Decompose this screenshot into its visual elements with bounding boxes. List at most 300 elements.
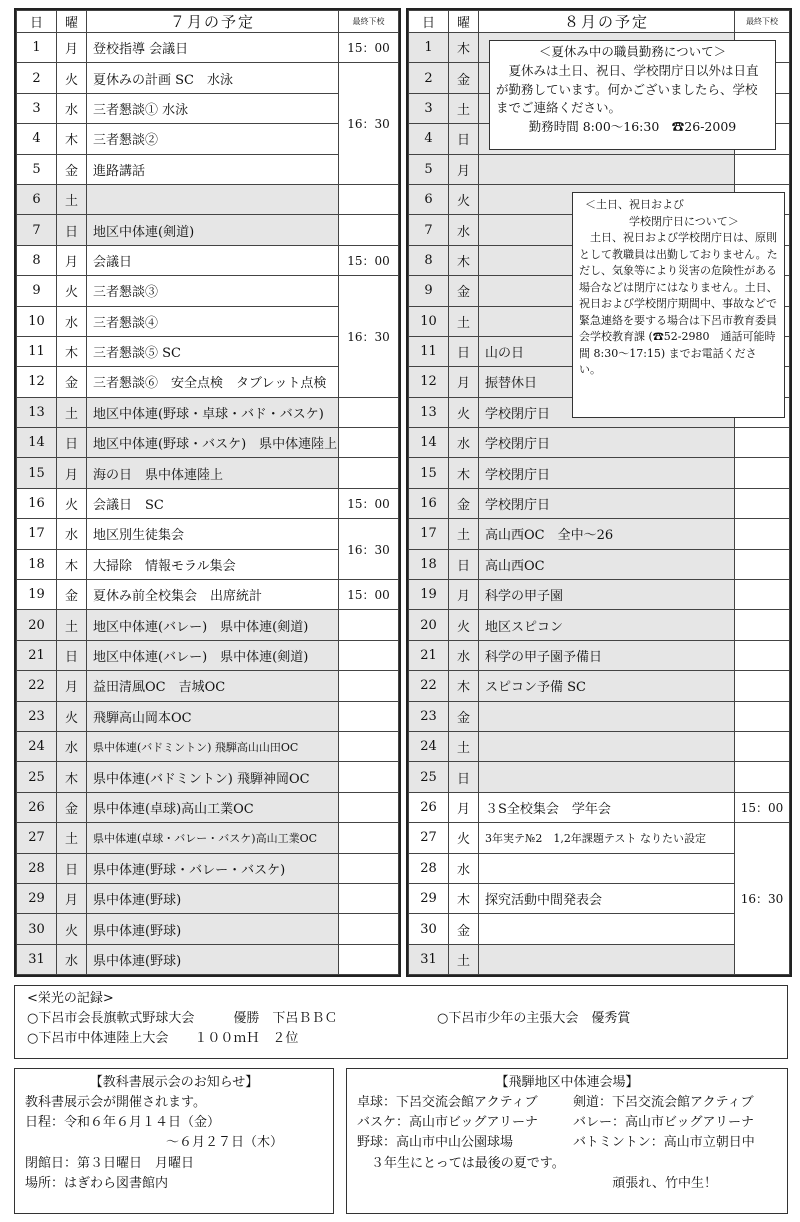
dismissal-time-cell [339, 792, 399, 822]
table-row [409, 914, 790, 944]
venue-item: バスケ：高山市ビッグアリーナ [357, 1115, 538, 1131]
dismissal-time-cell [735, 519, 790, 549]
date-cell: 4 [17, 124, 57, 154]
weekday-cell: 木 [449, 671, 479, 701]
date-cell: 29 [17, 883, 57, 913]
dismissal-time-cell: 16：30 [339, 276, 399, 398]
dismissal-time-cell [339, 610, 399, 640]
date-cell: 24 [17, 731, 57, 761]
last-dismissal-header: 最終下校 [735, 11, 790, 33]
event-cell: 三者懇談① 水泳 [87, 93, 339, 123]
venue-message: ３年生にとっては最後の夏です。 [371, 1155, 565, 1171]
venue-item: バレー：高山市ビッグアリーナ [573, 1115, 754, 1131]
dismissal-time-cell [339, 640, 399, 670]
table-row [409, 640, 790, 670]
weekday-header: 曜 [449, 11, 479, 33]
date-cell: 7 [409, 215, 449, 245]
honor-title: <栄光の記録> [27, 991, 114, 1006]
date-cell: 23 [409, 701, 449, 731]
event-cell: 高山西OC [479, 549, 735, 579]
dismissal-time-cell [735, 640, 790, 670]
dismissal-time-cell [339, 458, 399, 488]
weekday-cell: 木 [449, 33, 479, 63]
date-cell: 5 [409, 154, 449, 184]
event-cell: 進路講話 [87, 154, 339, 184]
weekday-cell: 金 [449, 914, 479, 944]
honor-item: ○下呂市会長旗軟式野球大会 優勝 下呂ＢＢＣ [27, 1011, 338, 1027]
weekday-header: 曜 [57, 11, 87, 33]
dismissal-time-cell [735, 671, 790, 701]
july-calendar [14, 8, 401, 977]
dismissal-time-cell [339, 914, 399, 944]
event-cell: 探究活動中間発表会 [479, 883, 735, 913]
weekday-cell: 水 [449, 853, 479, 883]
dismissal-time-cell [339, 397, 399, 427]
date-cell: 14 [17, 428, 57, 458]
event-cell: 科学の甲子園予備日 [479, 640, 735, 670]
weekday-cell: 金 [449, 488, 479, 518]
event-cell: 地区中体連(バレー) 県中体連(剣道) [87, 610, 339, 640]
dismissal-time-cell [735, 488, 790, 518]
weekday-cell: 水 [57, 93, 87, 123]
event-cell: 会議日 [87, 245, 339, 275]
weekday-cell: 金 [57, 792, 87, 822]
textbook-line: 場所：はぎわら図書館内 [25, 1175, 169, 1191]
date-cell: 6 [409, 184, 449, 214]
date-cell: 14 [409, 428, 449, 458]
weekday-cell: 月 [449, 367, 479, 397]
weekday-cell: 月 [449, 580, 479, 610]
event-cell [479, 914, 735, 944]
date-cell: 2 [409, 63, 449, 93]
date-cell: 24 [409, 731, 449, 761]
textbook-title: 【教科書展示会のお知らせ】 [89, 1075, 259, 1090]
weekday-cell: 土 [449, 93, 479, 123]
venue-item: バトミントン：高山市立朝日中 [573, 1135, 755, 1151]
table-row [17, 914, 399, 944]
date-cell: 20 [409, 610, 449, 640]
date-cell: 3 [409, 93, 449, 123]
dismissal-time-cell [735, 731, 790, 761]
date-cell: 13 [409, 397, 449, 427]
weekday-cell: 水 [57, 944, 87, 974]
date-cell: 1 [17, 33, 57, 63]
date-cell: 29 [409, 883, 449, 913]
event-cell: 地区中体連(野球・バスケ) 県中体連陸上 [87, 428, 339, 458]
weekday-cell: 木 [57, 549, 87, 579]
date-cell: 11 [409, 336, 449, 366]
weekday-cell: 金 [449, 701, 479, 731]
event-cell [87, 184, 339, 214]
date-cell: 2 [17, 63, 57, 93]
textbook-line: ～６月２７日（木） [165, 1135, 283, 1151]
weekday-cell: 日 [57, 640, 87, 670]
event-cell [479, 154, 735, 184]
date-cell: 16 [17, 488, 57, 518]
venue-panel [346, 1068, 788, 1214]
weekday-cell: 火 [57, 276, 87, 306]
date-cell: 13 [17, 397, 57, 427]
venue-item: 野球：高山市中山公園球場 [357, 1135, 514, 1151]
july-rows [17, 33, 399, 975]
weekday-cell: 水 [57, 306, 87, 336]
weekday-cell: 土 [57, 823, 87, 853]
event-cell: 地区中体連(野球・卓球・バド・バスケ) [87, 397, 339, 427]
dismissal-time-cell [339, 944, 399, 974]
date-cell: 17 [409, 519, 449, 549]
table-row [409, 671, 790, 701]
date-cell: 15 [17, 458, 57, 488]
date-cell: 7 [17, 215, 57, 245]
weekday-cell: 日 [449, 762, 479, 792]
weekday-cell: 日 [57, 428, 87, 458]
weekday-cell: 金 [57, 367, 87, 397]
event-cell: 三者懇談③ [87, 276, 339, 306]
event-cell: 県中体連(卓球・バレー・バスケ)高山工業OC [87, 823, 339, 853]
date-cell: 21 [409, 640, 449, 670]
date-cell: 1 [409, 33, 449, 63]
date-cell: 27 [17, 823, 57, 853]
weekday-cell: 水 [449, 428, 479, 458]
event-cell [479, 853, 735, 883]
weekday-cell: 金 [57, 580, 87, 610]
event-cell: スピコン予備 SC [479, 671, 735, 701]
table-row [17, 519, 399, 549]
date-cell: 25 [409, 762, 449, 792]
weekday-cell: 火 [57, 488, 87, 518]
date-cell: 31 [17, 944, 57, 974]
weekday-cell: 火 [449, 184, 479, 214]
weekday-cell: 月 [449, 154, 479, 184]
dismissal-time-cell: 16：30 [735, 823, 790, 975]
weekday-cell: 木 [57, 124, 87, 154]
table-row [409, 823, 790, 853]
dismissal-time-cell [339, 823, 399, 853]
date-cell: 19 [17, 580, 57, 610]
dismissal-time-cell [735, 701, 790, 731]
table-row [409, 549, 790, 579]
date-cell: 16 [409, 488, 449, 518]
dismissal-time-cell [735, 458, 790, 488]
date-cell: 9 [17, 276, 57, 306]
date-cell: 19 [409, 580, 449, 610]
event-cell: 三者懇談④ [87, 306, 339, 336]
table-row [17, 792, 399, 822]
table-row [17, 63, 399, 93]
august-rows [409, 33, 790, 975]
date-cell: 22 [409, 671, 449, 701]
weekday-cell: 火 [449, 610, 479, 640]
weekday-cell: 月 [57, 883, 87, 913]
date-cell: 28 [409, 853, 449, 883]
event-cell: 益田清風OC 吉城OC [87, 671, 339, 701]
table-row [17, 33, 399, 63]
dismissal-time-cell [735, 580, 790, 610]
textbook-line: 閉館日：第３日曜日 月曜日 [25, 1155, 195, 1171]
table-row [409, 853, 790, 883]
event-cell: 県中体連(野球・バレー・バスケ) [87, 853, 339, 883]
date-cell: 22 [17, 671, 57, 701]
date-cell: 5 [17, 154, 57, 184]
weekday-cell: 水 [57, 731, 87, 761]
weekday-cell: 月 [57, 245, 87, 275]
holiday-notice-heading-2: 学校閉庁日について＞ [629, 214, 739, 228]
honor-record-panel [14, 985, 788, 1059]
weekday-cell: 火 [57, 701, 87, 731]
table-row [17, 701, 399, 731]
event-cell [479, 731, 735, 761]
event-cell: 大掃除 情報モラル集会 [87, 549, 339, 579]
weekday-cell: 月 [449, 792, 479, 822]
date-cell: 18 [409, 549, 449, 579]
dismissal-time-cell [339, 883, 399, 913]
last-dismissal-header: 最終下校 [339, 11, 399, 33]
date-cell: 11 [17, 336, 57, 366]
event-cell: 県中体連(野球) [87, 914, 339, 944]
weekday-cell: 火 [57, 914, 87, 944]
event-cell: 振替休日 [479, 367, 735, 397]
table-row [409, 610, 790, 640]
event-cell: 学校閉庁日 [479, 488, 735, 518]
july-title: ７月の予定 [87, 11, 339, 33]
event-cell: 県中体連(野球) [87, 944, 339, 974]
date-cell: 8 [17, 245, 57, 275]
table-row [17, 671, 399, 701]
venue-title: 【飛騨地区中体連会場】 [495, 1075, 639, 1090]
date-cell: 12 [17, 367, 57, 397]
table-row [17, 762, 399, 792]
weekday-cell: 火 [57, 63, 87, 93]
holiday-notice-heading-1: ＜土日、祝日および [585, 198, 684, 211]
date-cell: 10 [409, 306, 449, 336]
table-row [17, 731, 399, 761]
date-cell: 15 [409, 458, 449, 488]
table-row [409, 731, 790, 761]
august-table [408, 10, 790, 975]
dismissal-time-cell [735, 154, 790, 184]
event-cell: 県中体連(卓球)高山工業OC [87, 792, 339, 822]
event-cell: 海の日 県中体連陸上 [87, 458, 339, 488]
date-cell: 21 [17, 640, 57, 670]
table-row [17, 276, 399, 306]
weekday-cell: 金 [449, 276, 479, 306]
table-row [17, 215, 399, 245]
date-cell: 25 [17, 762, 57, 792]
dismissal-time-cell: 15：00 [339, 488, 399, 518]
date-cell: 4 [409, 124, 449, 154]
table-row [17, 245, 399, 275]
day-header: 日 [409, 11, 449, 33]
table-row [409, 792, 790, 822]
venue-row [357, 1133, 777, 1153]
dismissal-time-cell: 15：00 [339, 33, 399, 63]
date-cell: 18 [17, 549, 57, 579]
venue-cheer: 頑張れ、竹中生！ [612, 1175, 717, 1191]
date-cell: 10 [17, 306, 57, 336]
date-cell: 30 [409, 914, 449, 944]
date-cell: 30 [17, 914, 57, 944]
dismissal-time-cell [735, 549, 790, 579]
august-header-row [409, 11, 790, 33]
weekday-cell: 日 [57, 215, 87, 245]
table-row [17, 458, 399, 488]
weekday-cell: 水 [449, 640, 479, 670]
table-row [17, 488, 399, 518]
event-cell: 三者懇談⑤ SC [87, 336, 339, 366]
event-cell: 夏休み前全校集会 出席統計 [87, 580, 339, 610]
july-header-row [17, 11, 399, 33]
dismissal-time-cell [735, 610, 790, 640]
table-row [409, 701, 790, 731]
august-calendar [406, 8, 792, 977]
event-cell: 地区別生徒集会 [87, 519, 339, 549]
weekday-cell: 木 [57, 336, 87, 366]
event-cell [479, 701, 735, 731]
event-cell: 科学の甲子園 [479, 580, 735, 610]
dismissal-time-cell [339, 428, 399, 458]
weekday-cell: 日 [57, 853, 87, 883]
weekday-cell: 木 [57, 762, 87, 792]
event-cell: 三者懇談② [87, 124, 339, 154]
weekday-cell: 月 [57, 458, 87, 488]
weekday-cell: 日 [449, 336, 479, 366]
weekday-cell: 木 [449, 245, 479, 275]
event-cell: 飛騨高山岡本OC [87, 701, 339, 731]
table-row [17, 184, 399, 214]
textbook-line: 教科書展示会が開催されます。 [25, 1095, 206, 1111]
dismissal-time-cell: 15：00 [339, 580, 399, 610]
table-row [409, 944, 790, 974]
event-cell: 山の日 [479, 336, 735, 366]
dismissal-time-cell [339, 215, 399, 245]
textbook-exhibition-panel [14, 1068, 334, 1214]
weekday-cell: 月 [57, 33, 87, 63]
venue-row [357, 1093, 777, 1113]
date-cell: 3 [17, 93, 57, 123]
weekday-cell: 金 [449, 63, 479, 93]
weekday-cell: 日 [449, 549, 479, 579]
holiday-notice [572, 192, 785, 418]
event-cell: 三者懇談⑥ 安全点検 タブレット点検 [87, 367, 339, 397]
venue-item: 剣道：下呂交流会館アクティブ [573, 1095, 754, 1111]
weekday-cell: 土 [449, 944, 479, 974]
dismissal-time-cell: 16：30 [339, 519, 399, 580]
event-cell: 県中体連(バドミントン) 飛騨高山山田OC [87, 731, 339, 761]
weekday-cell: 土 [449, 731, 479, 761]
dismissal-time-cell [339, 731, 399, 761]
table-row [409, 519, 790, 549]
event-cell: 地区中体連(剣道) [87, 215, 339, 245]
date-cell: 12 [409, 367, 449, 397]
table-row [17, 883, 399, 913]
date-cell: 23 [17, 701, 57, 731]
event-cell: 夏休みの計画 SC 水泳 [87, 63, 339, 93]
table-row [409, 762, 790, 792]
table-row [17, 853, 399, 883]
event-cell: 会議日 SC [87, 488, 339, 518]
weekday-cell: 土 [449, 306, 479, 336]
date-cell: 28 [17, 853, 57, 883]
event-cell: 学校閉庁日 [479, 397, 735, 427]
venue-item: 卓球：下呂交流会館アクティブ [357, 1095, 538, 1111]
weekday-cell: 土 [57, 397, 87, 427]
weekday-cell: 木 [449, 883, 479, 913]
table-row [409, 883, 790, 913]
weekday-cell: 土 [57, 184, 87, 214]
weekday-cell: 火 [449, 397, 479, 427]
dismissal-time-cell: 16：30 [339, 63, 399, 185]
weekday-cell: 水 [57, 519, 87, 549]
event-cell: 地区中体連(バレー) 県中体連(剣道) [87, 640, 339, 670]
date-cell: 26 [409, 792, 449, 822]
staff-duty-notice [489, 40, 776, 150]
event-cell: 登校指導 会議日 [87, 33, 339, 63]
august-title: ８月の予定 [479, 11, 735, 33]
holiday-notice-body: 土日、祝日および学校閉庁日は、原則として教職員は出勤しておりません。ただし、気象等により災害の危険性がある場合などは閉庁にはなりません。土日、祝日および学校閉庁期間中、事故などで緊急連絡を要する場合は下呂市教育委員会学校教育課 (☎52-2980 通話可能時間 8:30～17:15) までお電話ください。 [579, 231, 778, 376]
date-cell: 6 [17, 184, 57, 214]
weekday-cell: 月 [57, 671, 87, 701]
event-cell: 県中体連(野球) [87, 883, 339, 913]
dismissal-time-cell: 15：00 [339, 245, 399, 275]
weekday-cell: 木 [449, 458, 479, 488]
dismissal-time-cell [339, 701, 399, 731]
day-header: 日 [17, 11, 57, 33]
dismissal-time-cell [339, 853, 399, 883]
event-cell: 高山西OC 全中～26 [479, 519, 735, 549]
dismissal-time-cell [339, 762, 399, 792]
dismissal-time-cell [339, 184, 399, 214]
honor-item: ○下呂市中体連陸上大会 １００ｍＨ ２位 [27, 1031, 299, 1047]
table-row [17, 397, 399, 427]
weekday-cell: 土 [57, 610, 87, 640]
weekday-cell: 土 [449, 519, 479, 549]
event-cell: 3年実テ№2 1,2年課題テスト なりたい設定 [479, 823, 735, 853]
table-row [17, 610, 399, 640]
staff-notice-hours: 勤務時間 8:00～16:30 ☎26-2009 [528, 119, 737, 134]
event-cell: 学校閉庁日 [479, 428, 735, 458]
table-row [409, 428, 790, 458]
honor-item: ○下呂市少年の主張大会 優秀賞 [437, 1011, 631, 1027]
dismissal-time-cell [339, 671, 399, 701]
date-cell: 26 [17, 792, 57, 822]
date-cell: 17 [17, 519, 57, 549]
date-cell: 27 [409, 823, 449, 853]
event-cell [479, 944, 735, 974]
event-cell: 地区スピコン [479, 610, 735, 640]
weekday-cell: 水 [449, 215, 479, 245]
staff-notice-heading: ＜夏休み中の職員勤務について＞ [538, 44, 727, 59]
event-cell: ３S全校集会 学年会 [479, 792, 735, 822]
weekday-cell: 金 [57, 154, 87, 184]
table-row [409, 458, 790, 488]
dismissal-time-cell: 15：00 [735, 792, 790, 822]
weekday-cell: 火 [449, 823, 479, 853]
table-row [409, 580, 790, 610]
event-cell: 県中体連(バドミントン) 飛騨神岡OC [87, 762, 339, 792]
table-row [409, 488, 790, 518]
venue-row [357, 1113, 777, 1133]
date-cell: 31 [409, 944, 449, 974]
date-cell: 20 [17, 610, 57, 640]
dismissal-time-cell [735, 762, 790, 792]
weekday-cell: 日 [449, 124, 479, 154]
staff-notice-body: 夏休みは土日、祝日、学校閉庁日以外は日直が勤務しています。何かございましたら、学校までご連絡ください。 [496, 62, 759, 116]
table-row [17, 823, 399, 853]
honor-row [27, 1009, 775, 1029]
table-row [17, 640, 399, 670]
textbook-line: 日程：令和６年６月１４日（金） [25, 1115, 221, 1131]
date-cell: 8 [409, 245, 449, 275]
